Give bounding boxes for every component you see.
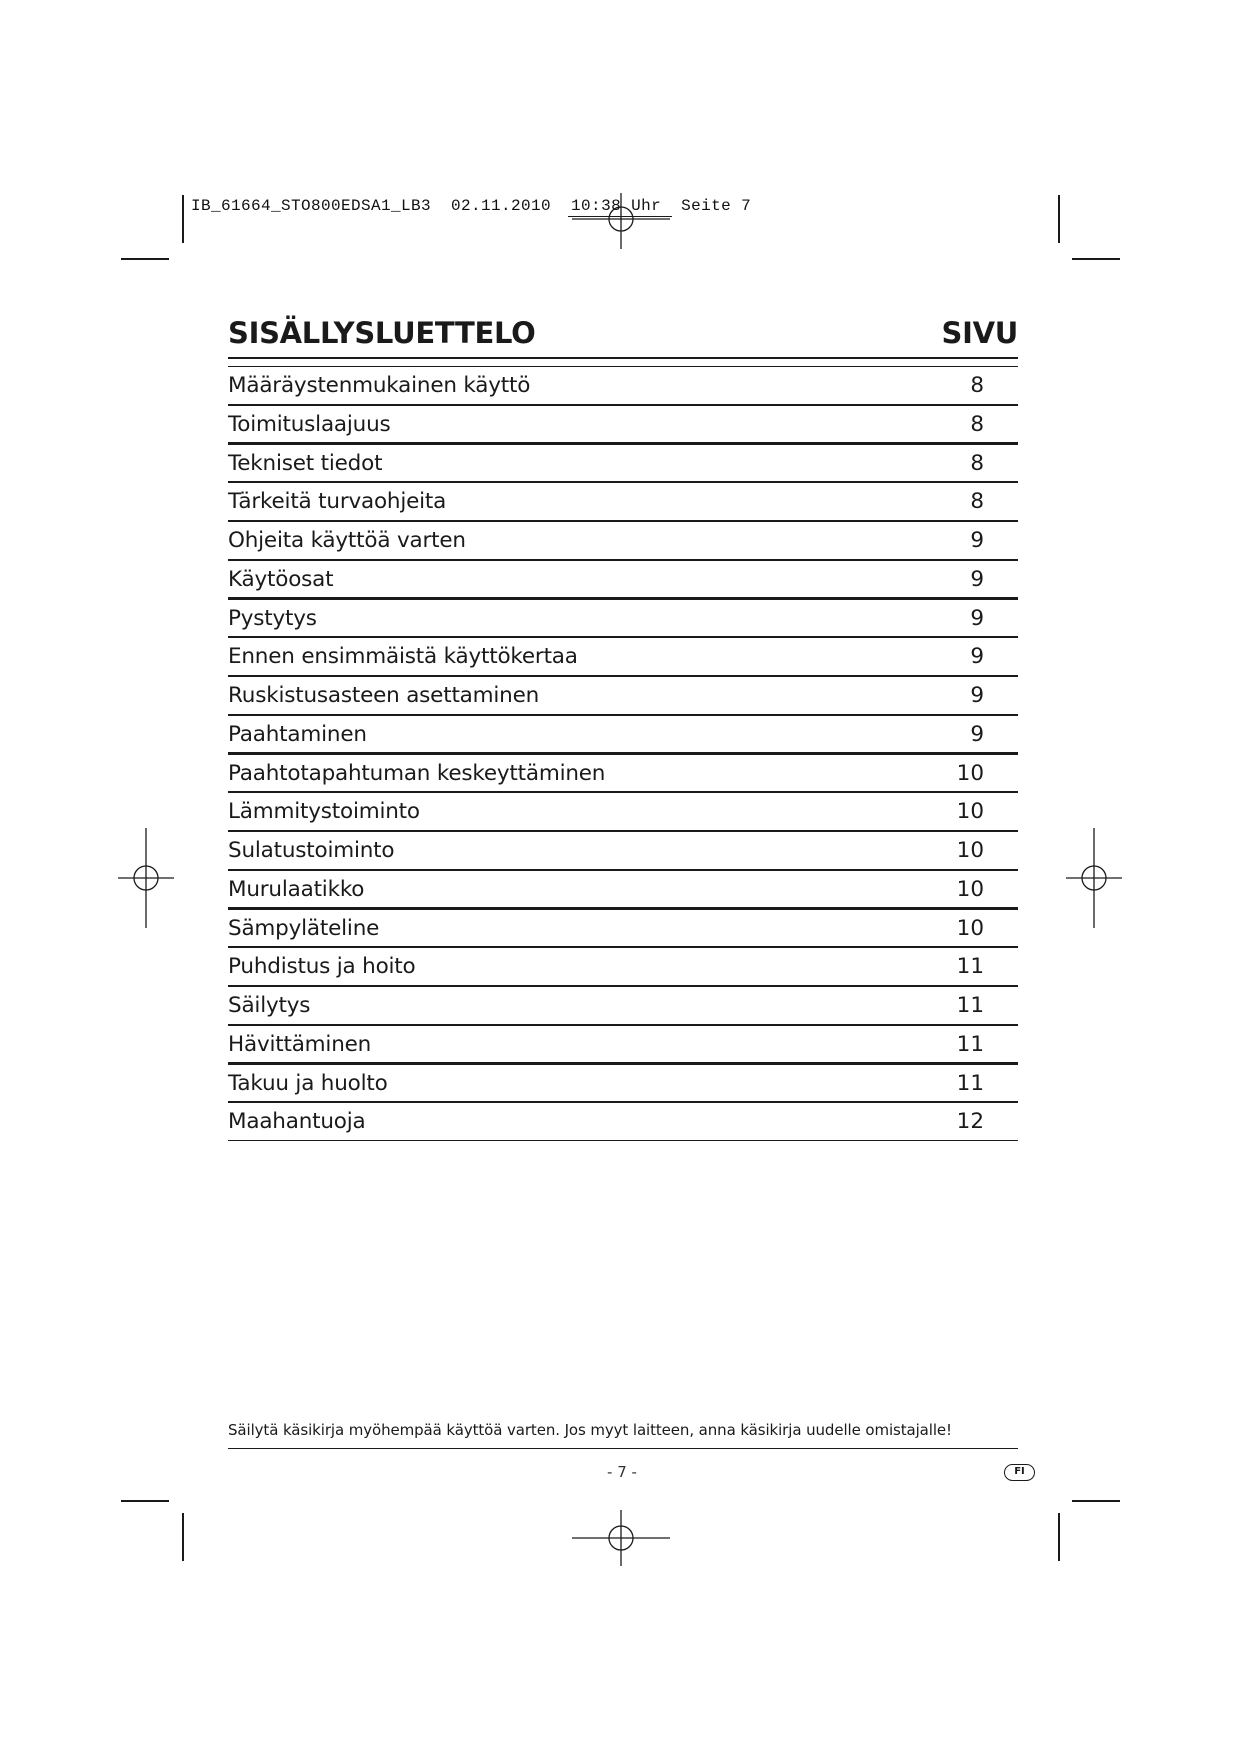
- toc-entry: [228, 637, 1018, 676]
- toc-entry-label: Ohjeita käyttöä varten: [228, 528, 466, 553]
- toc-entry-page: 11: [956, 1031, 984, 1057]
- toc-entry-page: 9: [970, 644, 984, 670]
- toc-entry-label: Toimituslaajuus: [228, 411, 391, 437]
- toc-entry-label: Säilytys: [228, 993, 311, 1018]
- toc-entry: [228, 909, 1018, 948]
- toc-entry-label: Maahantuoja: [228, 1109, 366, 1135]
- toc-entry-page: 10: [956, 838, 984, 863]
- toc-entry: [228, 1025, 1018, 1064]
- print-slug: IB_61664_STO800EDSA1_LB3 02.11.2010 10:38 Uhr Seite 7: [191, 197, 752, 215]
- page-number: - 7 -: [607, 1463, 637, 1481]
- toc-entry: [228, 676, 1018, 715]
- toc-entry: [228, 754, 1018, 793]
- toc-entry-page: 8: [970, 373, 984, 398]
- toc-entry: [228, 599, 1018, 638]
- footer-rule: [228, 1448, 1018, 1449]
- toc-entry-page: 9: [970, 683, 984, 708]
- toc-entry-page: 9: [970, 721, 984, 747]
- toc-title: SISÄLLYSLUETTELO: [228, 316, 536, 350]
- toc-entry-label: Ennen ensimmäistä käyttökertaa: [228, 644, 578, 670]
- toc-entry: [228, 482, 1018, 521]
- toc-entry-label: Pystytys: [228, 605, 317, 631]
- toc-page-column-label: SIVU: [941, 316, 1018, 350]
- toc-entry: [228, 521, 1018, 560]
- toc-header: [228, 316, 1018, 356]
- toc-entry: [228, 405, 1018, 444]
- registration-mark-left-icon: [118, 828, 174, 928]
- toc-entry-label: Sulatustoiminto: [228, 838, 395, 863]
- toc-entry: [228, 986, 1018, 1025]
- toc-entry: [228, 444, 1018, 483]
- toc-entry-page: 11: [956, 954, 984, 980]
- toc-entry-page: 10: [956, 799, 984, 825]
- toc-entry-label: Paahtotapahtuman keskeyttäminen: [228, 760, 606, 786]
- toc-entries: [228, 366, 1018, 1141]
- toc-entry-page: 10: [956, 915, 984, 941]
- toc-header-rule: [228, 357, 1018, 359]
- toc-entry-label: Puhdistus ja hoito: [228, 954, 416, 980]
- toc-entry-page: 8: [970, 450, 984, 476]
- crop-mark-top-right-horizontal: [1072, 258, 1120, 260]
- toc-entry: [228, 560, 1018, 599]
- toc-entry: [228, 1102, 1018, 1141]
- toc-entry-label: Hävittäminen: [228, 1031, 372, 1057]
- toc-entry-page: 9: [970, 566, 984, 592]
- footer-note: Säilytä käsikirja myöhempää käyttöä varten. Jos myyt laitteen, anna käsikirja uudelle omistajalle!: [228, 1421, 952, 1439]
- toc-entry: [228, 947, 1018, 986]
- toc-entry: [228, 870, 1018, 909]
- toc-entry-label: Määräystenmukainen käyttö: [228, 373, 531, 398]
- crop-mark-bottom-right-horizontal: [1072, 1500, 1120, 1502]
- crop-mark-bottom-left-vertical: [182, 1513, 184, 1561]
- toc-entry-label: Tärkeitä turvaohjeita: [228, 489, 447, 515]
- registration-mark-bottom-icon: [568, 1510, 674, 1566]
- toc-entry-rule: [228, 1140, 1018, 1141]
- toc-entry-label: Paahtaminen: [228, 721, 367, 747]
- crop-mark-bottom-right-vertical: [1058, 1513, 1060, 1561]
- toc-entry-page: 11: [956, 1070, 984, 1096]
- toc-entry-label: Tekniset tiedot: [228, 450, 383, 476]
- toc-entry-page: 9: [970, 528, 984, 553]
- toc-entry-label: Takuu ja huolto: [228, 1070, 388, 1096]
- toc-entry: [228, 715, 1018, 754]
- toc-entry-page: 8: [970, 411, 984, 437]
- toc-entry: [228, 366, 1018, 405]
- crop-mark-top-left-vertical: [182, 195, 184, 243]
- crop-mark-top-right-vertical: [1058, 195, 1060, 243]
- toc-entry-page: 10: [956, 760, 984, 786]
- crop-mark-top-left-horizontal: [121, 258, 169, 260]
- language-badge: FI: [1004, 1464, 1035, 1481]
- toc-entry: [228, 792, 1018, 831]
- toc-entry-page: 12: [956, 1109, 984, 1135]
- table-of-contents: [228, 316, 1018, 1135]
- toc-entry-label: Lämmitystoiminto: [228, 799, 420, 825]
- toc-entry-page: 8: [970, 489, 984, 515]
- crop-mark-bottom-left-horizontal: [121, 1500, 169, 1502]
- toc-entry-label: Käytöosat: [228, 566, 334, 592]
- toc-entry: [228, 831, 1018, 870]
- toc-entry-page: 9: [970, 605, 984, 631]
- toc-entry-page: 10: [956, 876, 984, 902]
- registration-mark-right-icon: [1066, 828, 1122, 928]
- toc-entry-label: Sämpyläteline: [228, 915, 380, 941]
- toc-entry: [228, 1064, 1018, 1103]
- toc-entry-label: Murulaatikko: [228, 876, 365, 902]
- slug-underline: [568, 216, 672, 217]
- toc-entry-label: Ruskistusasteen asettaminen: [228, 683, 540, 708]
- toc-entry-page: 11: [956, 993, 984, 1018]
